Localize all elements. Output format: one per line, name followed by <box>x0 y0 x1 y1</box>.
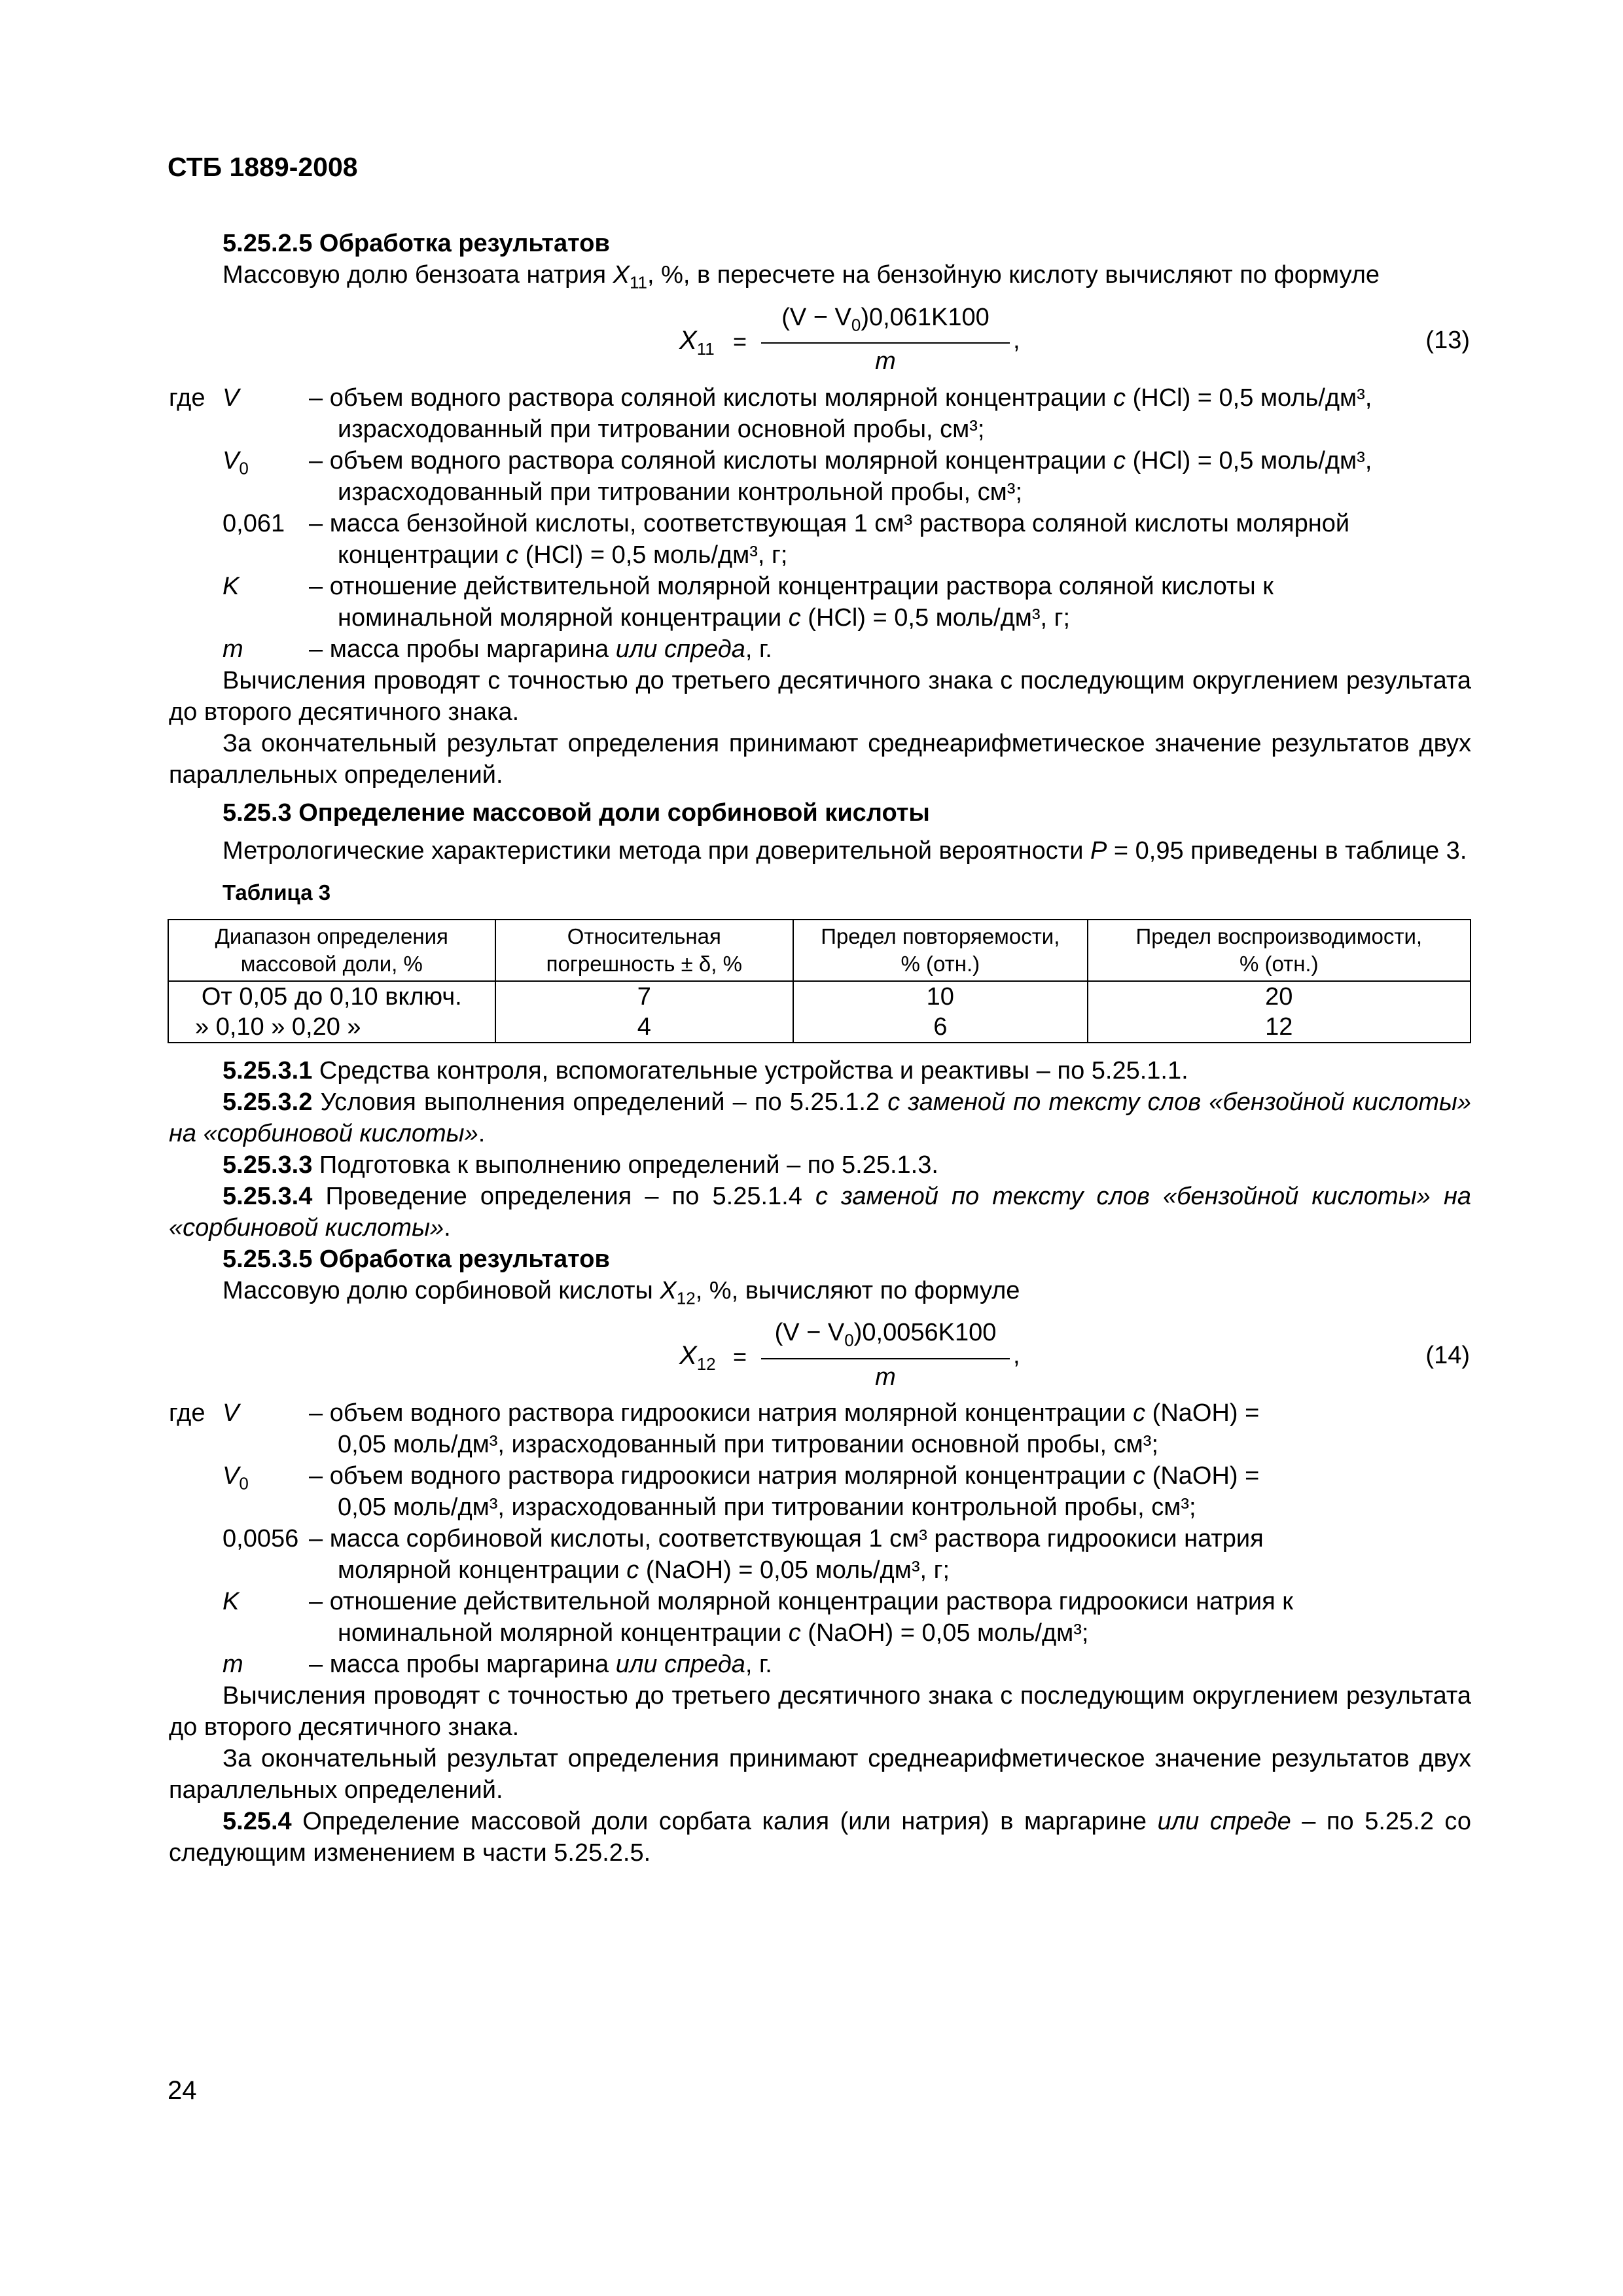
table-cell: 10 <box>793 981 1088 1012</box>
section-heading-5-25-2-5: 5.25.2.5 Обработка результатов <box>223 230 610 257</box>
final-note: За окончательный результат определения принимают среднеарифметическое значение результатов двух параллельных определений. <box>169 1745 1471 1804</box>
formula-numerator: $(V - V_0)0,0056K100$ <box>774 1319 997 1350</box>
table-header-row <box>168 920 1471 981</box>
section-heading-5-25-3-5: 5.25.3.5 Обработка результатов <box>223 1245 610 1273</box>
formula-number: (13) <box>1425 326 1470 354</box>
where-item: K – отношение действительной молярной концентрации раствора гидроокиси натрия к номинальной молярной концентрации c (NaOH) = 0,05 моль/дм³; <box>223 1588 1293 1647</box>
page-number: 24 <box>168 2076 197 2105</box>
table-header-cell: Предел повторяемости, % (отн.) <box>793 920 1088 981</box>
table-header-cell: Предел воспроизводимости, % (отн.) <box>1088 920 1471 981</box>
equals-sign: = <box>733 327 747 355</box>
formula-fraction <box>761 1316 1010 1392</box>
where-list-14 <box>169 1397 1471 1680</box>
where-item: m – масса пробы маргарина или спреда, г. <box>223 1651 772 1679</box>
table-header-cell: Диапазон определения массовой доли, % <box>168 920 495 981</box>
table-cell: 20 <box>1088 981 1471 1012</box>
formula-intro-13: Массовую долю бензоата натрия $X_{11}$, %, в пересчете на бензойную кислоту вычисляют по формуле <box>223 261 1380 293</box>
calc-note: Вычисления проводят с точностью до третьего десятичного знака с последующим округлением результата до второго десятичного знака. <box>169 1682 1471 1742</box>
where-item: 0,061 – масса бензойной кислоты, соответствующая 1 см³ раствора соляной кислоты молярной концентрации c (HCl) = 0,5 моль/дм³, г; <box>223 509 1350 569</box>
where-item: где V – объем водного раствора гидроокиси натрия молярной концентрации c (NaOH) = 0,05 моль/дм³, израсходованный при титровании основной пробы, см³; <box>169 1399 1260 1459</box>
table-row <box>168 1012 1471 1043</box>
formula-denominator: m <box>875 1363 896 1391</box>
section-heading-5-25-3: 5.25.3 Определение массовой доли сорбиновой кислоты <box>223 798 930 827</box>
subitem-5-25-3-3: 5.25.3.3 Подготовка к выполнению определений – по 5.25.1.3. <box>223 1151 938 1179</box>
metrology-paragraph: Метрологические характеристики метода при доверительной вероятности P = 0,95 приведены в таблице 3. <box>223 836 1467 865</box>
formula-13: $X_{11}$ = $(V - V_0)0,061K100$ m , (13) <box>169 301 1471 381</box>
where-item: m – масса пробы маргарина или спреда, г. <box>223 635 772 663</box>
where-item: $V_0$ – объем водного раствора соляной кислоты молярной концентрации c (HCl) = 0,5 моль/дм³, израсходованный при титровании контрольной пробы, см³; <box>223 446 1372 506</box>
formula-14: $X_{12}$ = $(V - V_0)0,0056K100$ m , (14) <box>169 1316 1471 1396</box>
formula-number: (14) <box>1425 1342 1470 1370</box>
table-3 <box>168 919 1471 1043</box>
where-list-13 <box>169 382 1471 665</box>
where-item: где V – объем водного раствора соляной кислоты молярной концентрации c (HCl) = 0,5 моль/дм³, израсходованный при титровании основной пробы, см³; <box>169 384 1372 443</box>
calc-note: Вычисления проводят с точностью до третьего десятичного знака с последующим округлением результата до второго десятичного знака. <box>169 666 1471 726</box>
equals-sign: = <box>733 1343 747 1371</box>
fraction-line <box>761 1358 1010 1359</box>
formula-lhs: $X_{11}$ <box>679 325 715 359</box>
table-cell: 6 <box>793 1012 1088 1043</box>
final-note: За окончательный результат определения принимают среднеарифметическое значение результатов двух параллельных определений. <box>169 729 1471 789</box>
where-item: $V_0$ – объем водного раствора гидроокиси натрия молярной концентрации c (NaOH) = 0,05 моль/дм³, израсходованный при титровании контрольной пробы, см³; <box>223 1462 1260 1522</box>
where-item: K – отношение действительной молярной концентрации раствора соляной кислоты к номинальной молярной концентрации c (HCl) = 0,5 моль/дм³, г; <box>223 572 1274 632</box>
subitem-5-25-3-4: 5.25.3.4 Проведение определения – по 5.25.1.4 с заменой по тексту слов «бензойной кислоты» на «сорбиновой кислоты». <box>169 1182 1472 1242</box>
formula-intro-14: Массовую долю сорбиновой кислоты $X_{12}$, %, вычисляют по формуле <box>223 1276 1020 1308</box>
document-code: СТБ 1889-2008 <box>168 152 358 182</box>
fraction-line <box>761 342 1010 344</box>
where-item: 0,0056 – масса сорбиновой кислоты, соответствующая 1 см³ раствора гидроокиси натрия молярной концентрации c (NaOH) = 0,05 моль/дм³, г; <box>223 1525 1264 1585</box>
subitem-5-25-3-2: 5.25.3.2 Условия выполнения определений – по 5.25.1.2 с заменой по тексту слов «бензойной кислоты» на «сорбиновой кислоты». <box>169 1088 1471 1147</box>
table-cell: 12 <box>1088 1012 1471 1043</box>
table-header-cell: Относительная погрешность ± δ, % <box>495 920 794 981</box>
formula-fraction <box>761 301 1010 377</box>
table-cell: » 0,10 » 0,20 » <box>168 1012 495 1043</box>
table-cell: От 0,05 до 0,10 включ. <box>168 981 495 1012</box>
table-caption: Таблица 3 <box>223 880 331 905</box>
section-5-25-4: 5.25.4 Определение массовой доли сорбата калия (или натрия) в маргарине или спреде – по 5.25.2 со следующим изменением в части 5.25.2.5. <box>169 1808 1471 1867</box>
table-cell: 7 <box>495 981 794 1012</box>
formula-denominator: m <box>875 348 896 376</box>
formula-lhs: $X_{12}$ <box>679 1341 716 1374</box>
table-cell: 4 <box>495 1012 794 1043</box>
subitem-5-25-3-1: 5.25.3.1 Средства контроля, вспомогательные устройства и реактивы – по 5.25.1.1. <box>223 1056 1188 1085</box>
formula-numerator: $(V - V_0)0,061K100$ <box>781 303 990 335</box>
page-content <box>169 228 1471 1869</box>
table-row <box>168 981 1471 1012</box>
